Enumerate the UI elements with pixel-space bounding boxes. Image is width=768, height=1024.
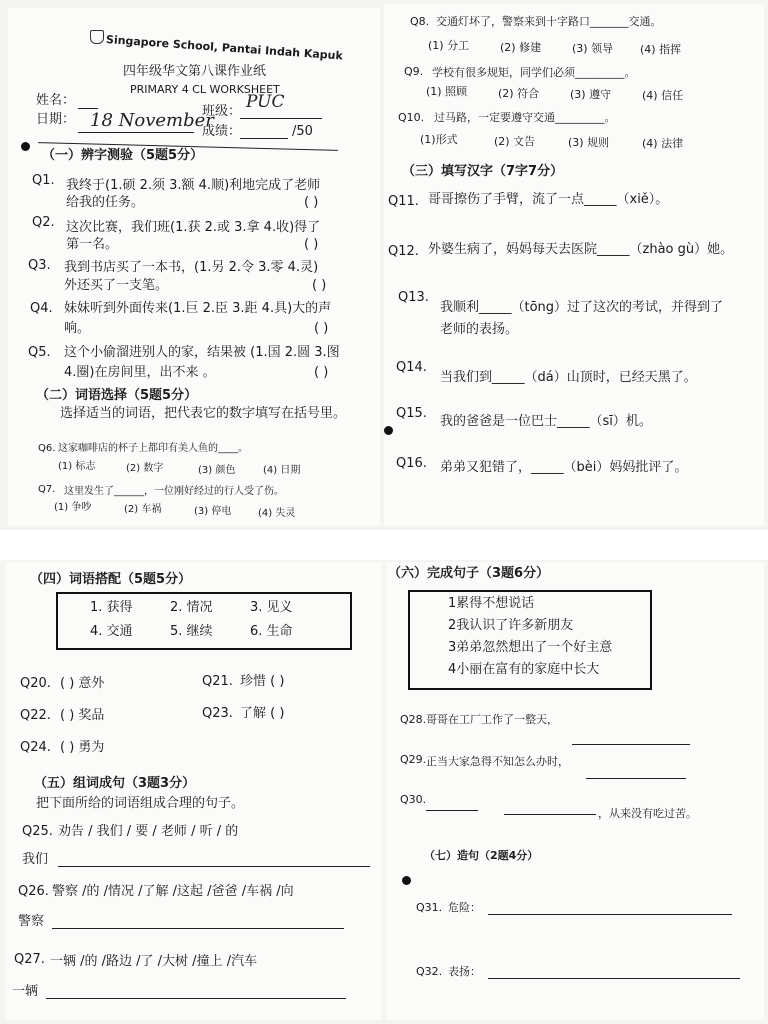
- word-bank-item-3: 3. 见义: [250, 600, 293, 615]
- sec4-title: （四）词语搭配（5题5分）: [30, 572, 192, 587]
- word-bank-item-4: 4. 交通: [90, 624, 133, 639]
- worksheet-page-top-right: [384, 4, 764, 526]
- q31-word: 危险：: [448, 901, 481, 914]
- q4-answer[interactable]: ( ): [314, 321, 329, 336]
- q6-option-3: (3) 颜色: [198, 465, 236, 476]
- q28-answer-line[interactable]: [572, 744, 690, 745]
- sec1-title: （一）辨字测验（5题5分）: [42, 148, 204, 163]
- q21-text[interactable]: 珍惜 ( ): [240, 674, 285, 689]
- q6-option-4: (4) 日期: [263, 465, 301, 476]
- punch-hole-icon: [384, 426, 393, 435]
- q21-no: Q21.: [202, 674, 233, 689]
- q20-no: Q20.: [20, 676, 51, 691]
- q9-option-3: (3) 遵守: [570, 88, 612, 101]
- q14-text[interactable]: 当我们到_____（dá）山顶时，已经天黑了。: [440, 370, 697, 385]
- q10-no: Q10.: [398, 111, 425, 124]
- q8-option-2: (2) 修建: [500, 41, 542, 54]
- q10-text: 过马路，一定要遵守交通_________。: [434, 111, 616, 124]
- q4-text: 妹妹听到外面传来(1.巨 2.臣 3.距 4.具)大的声: [64, 301, 332, 316]
- q31-no: Q31.: [416, 901, 443, 914]
- q3-text2: 外还买了一支笔。: [64, 278, 169, 293]
- q10-option-1: (1)形式: [420, 133, 458, 146]
- q7-text: 这里发生了______，一位刚好经过的行人受了伤。: [64, 486, 284, 497]
- q1-answer[interactable]: ( ): [304, 195, 319, 210]
- sec6-title: （六）完成句子（3题6分）: [388, 566, 550, 581]
- q9-option-4: (4) 信任: [642, 89, 684, 102]
- sec2-instruction: 选择适当的词语，把代表它的数字填写在括号里。: [60, 406, 347, 421]
- q10-option-3: (3) 规则: [568, 136, 610, 149]
- school-name: Singapore School, Pantai Indah Kapuk: [105, 33, 344, 63]
- q24-no: Q24.: [20, 740, 51, 755]
- q1-text: 我终于(1.硕 2.须 3.额 4.顺)利地完成了老师: [66, 178, 321, 193]
- q12-no: Q12.: [388, 244, 419, 259]
- word-bank-item-6: 6. 生命: [250, 624, 293, 639]
- q28-text: 哥哥在工厂工作了一整天，: [426, 713, 558, 726]
- q16-text[interactable]: 弟弟又犯错了，_____（bèi）妈妈批评了。: [440, 460, 688, 475]
- punch-hole-icon: [21, 142, 30, 151]
- q30-answer-line-2[interactable]: [504, 814, 596, 815]
- q4-no: Q4.: [30, 301, 53, 316]
- q6-text: 这家咖啡店的杯子上都印有美人鱼的____。: [58, 443, 248, 454]
- q2-text: 这次比赛，我们班(1.获 2.或 3.拿 4.收)得了: [66, 220, 321, 235]
- q7-option-1: (1) 争吵: [54, 502, 92, 513]
- q28-no: Q28.: [400, 713, 427, 726]
- q7-option-3: (3) 停电: [194, 506, 232, 517]
- q11-no: Q11.: [388, 194, 419, 209]
- date-line[interactable]: [78, 132, 194, 133]
- q1-text2: 给我的任务。: [66, 195, 145, 210]
- phrase-1: 1累得不想说话: [448, 596, 535, 611]
- q27-answer-line[interactable]: [46, 998, 346, 999]
- q20-text[interactable]: ( ) 意外: [60, 676, 105, 691]
- phrase-2: 2我认识了许多新朋友: [448, 618, 574, 633]
- q25-answer-start: 我们: [22, 852, 49, 867]
- q26-no: Q26.: [18, 884, 49, 899]
- q4-text2: 响。: [64, 321, 91, 336]
- q31-answer-line[interactable]: [488, 914, 732, 915]
- q5-answer[interactable]: ( ): [314, 365, 329, 380]
- q25-words: 劝告 / 我们 / 要 / 老师 / 听 / 的: [58, 824, 239, 839]
- worksheet-page-bottom-right: [386, 562, 764, 1020]
- q32-word: 表扬：: [448, 965, 481, 978]
- q5-no: Q5.: [28, 345, 51, 360]
- class-label: 班级：: [202, 104, 242, 119]
- q8-option-1: (1) 分工: [428, 39, 470, 52]
- word-bank-item-1: 1. 获得: [90, 600, 133, 615]
- word-bank-item-2: 2. 情况: [170, 600, 213, 615]
- q29-text: 正当大家急得不知怎么办时，: [426, 755, 569, 768]
- q6-no: Q6.: [38, 443, 56, 454]
- q29-no: Q29.: [400, 753, 427, 766]
- worksheet-page-bottom-left: [6, 562, 382, 1020]
- q30-answer-line-1[interactable]: [426, 810, 478, 811]
- q10-option-2: (2) 文告: [494, 135, 536, 148]
- q2-text2: 第一名。: [66, 237, 119, 252]
- q2-no: Q2.: [32, 215, 55, 230]
- q15-text[interactable]: 我的爸爸是一位巴士_____（sī）机。: [440, 414, 652, 429]
- q30-text: ，从来没有吃过苦。: [598, 807, 697, 820]
- phrase-3: 3弟弟忽然想出了一个好主意: [448, 640, 613, 655]
- q1-no: Q1.: [32, 173, 55, 188]
- q22-no: Q22.: [20, 708, 51, 723]
- sec3-title: （三）填写汉字（7字7分）: [402, 164, 564, 179]
- name-label: 姓名：: [36, 93, 76, 108]
- name-line[interactable]: [78, 108, 98, 109]
- sec5-title: （五）组词成句（3题3分）: [34, 776, 196, 791]
- q3-answer[interactable]: ( ): [312, 278, 327, 293]
- q3-no: Q3.: [28, 258, 51, 273]
- q8-no: Q8.: [410, 15, 430, 28]
- date-label: 日期：: [36, 112, 76, 127]
- q25-no: Q25.: [22, 824, 53, 839]
- q9-no: Q9.: [404, 65, 424, 78]
- worksheet-title-en: PRIMARY 4 CL WORKSHEET: [130, 83, 280, 96]
- q9-option-2: (2) 符合: [498, 87, 540, 100]
- class-line[interactable]: [240, 118, 322, 119]
- phrase-4: 4小丽在富有的家庭中长大: [448, 662, 600, 677]
- school-logo-icon: [90, 30, 104, 44]
- word-bank-item-5: 5. 继续: [170, 624, 213, 639]
- q13-text2: 老师的表扬。: [440, 322, 519, 337]
- q8-option-3: (3) 领导: [572, 42, 614, 55]
- q11-text[interactable]: 哥哥擦伤了手臂，流了一点_____（xiě）。: [428, 192, 669, 207]
- q9-text: 学校有很多规矩，同学们必须_________。: [432, 66, 636, 79]
- q5-text: 这个小偷溜进别人的家，结果被 (1.国 2.圆 3.图: [64, 345, 340, 360]
- q7-option-4: (4) 失灵: [258, 508, 296, 519]
- q8-option-4: (4) 指挥: [640, 43, 682, 56]
- q27-answer-start: 一辆: [12, 984, 39, 999]
- q26-answer-line[interactable]: [52, 928, 344, 929]
- q7-no: Q7.: [38, 484, 56, 495]
- sec7-title: （七）造句（2题4分）: [424, 849, 539, 862]
- q8-text: 交通灯坏了，警察来到十字路口_______交通。: [436, 15, 662, 28]
- q26-answer-start: 警察: [18, 914, 45, 929]
- q13-text[interactable]: 我顺利_____（tōng）过了这次的考试，并得到了: [440, 300, 724, 315]
- worksheet-page-top-left: [8, 8, 380, 526]
- q30-no: Q30.: [400, 793, 427, 806]
- q14-no: Q14.: [396, 360, 427, 375]
- q23-text[interactable]: 了解 ( ): [240, 706, 285, 721]
- q23-no: Q23.: [202, 706, 233, 721]
- score-line[interactable]: [240, 138, 288, 139]
- q9-option-1: (1) 照顾: [426, 85, 468, 98]
- sec2-title: （二）词语选择（5题5分）: [36, 388, 198, 403]
- q6-option-1: (1) 标志: [58, 461, 96, 472]
- q12-text[interactable]: 外婆生病了，妈妈每天去医院_____（zhào gù）她。: [428, 242, 734, 257]
- date-value: 18 November: [90, 110, 214, 131]
- q26-words: 警察 /的 /情况 /了解 /这起 /爸爸 /车祸 /向: [52, 884, 294, 899]
- q25-answer-line[interactable]: [58, 866, 370, 867]
- q5-text2: 4.圈)在房间里，出不来 。: [64, 365, 216, 380]
- q16-no: Q16.: [396, 456, 427, 471]
- q24-text[interactable]: ( ) 勇为: [60, 740, 105, 755]
- class-value: PUC: [246, 92, 285, 112]
- q29-answer-line[interactable]: [586, 778, 686, 779]
- sec5-instruction: 把下面所给的词语组成合理的句子。: [36, 796, 245, 811]
- score-total: /50: [292, 124, 313, 139]
- q32-answer-line[interactable]: [488, 978, 740, 979]
- q27-no: Q27.: [14, 952, 45, 967]
- q2-answer[interactable]: ( ): [304, 237, 319, 252]
- q3-text: 我到书店买了一本书，(1.另 2.令 3.零 4.灵): [64, 260, 319, 275]
- q15-no: Q15.: [396, 406, 427, 421]
- q6-option-2: (2) 数字: [126, 463, 164, 474]
- q7-option-2: (2) 车祸: [124, 504, 162, 515]
- q13-no: Q13.: [398, 290, 429, 305]
- q32-no: Q32.: [416, 965, 443, 978]
- q10-option-4: (4) 法律: [642, 137, 684, 150]
- q27-words: 一辆 /的 /路边 /了 /大树 /撞上 /汽车: [50, 954, 258, 969]
- punch-hole-icon: [402, 876, 411, 885]
- page-divider: [0, 530, 768, 560]
- score-label: 成绩：: [202, 124, 242, 139]
- worksheet-title-cn: 四年级华文第八课作业纸: [123, 64, 267, 79]
- q22-text[interactable]: ( ) 奖品: [60, 708, 105, 723]
